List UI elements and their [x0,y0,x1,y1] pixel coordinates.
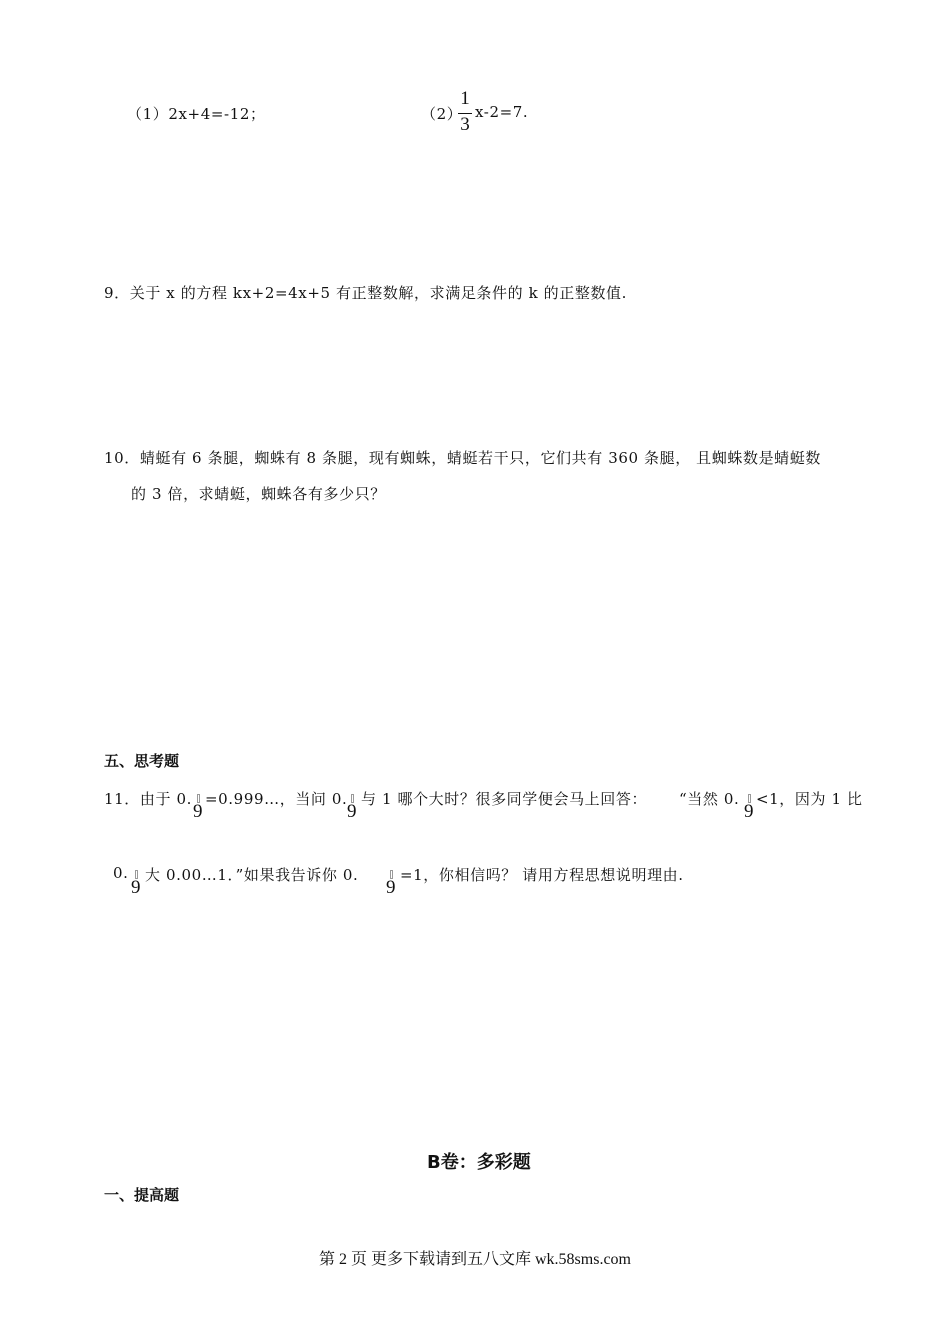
q8-part2-equation: x-2=7. [475,103,529,121]
repeating-digit: 9 [131,877,141,898]
q11-text: “当然 0. [679,790,740,808]
question-10-line1: 10．蜻蜓有 6 条腿，蜘蛛有 8 条腿，现有蜘蛛，蜻蜓若干只，它们共有 360 条腿， 且蜘蛛数是蜻蜓数 [104,449,821,467]
section-heading-thinking: 五、思考题 [104,752,180,770]
question-9: 9．关于 x 的方程 kx+2=4x+5 有正整数解，求满足条件的 k 的正整数值. [104,284,628,302]
fraction-denominator: 3 [460,114,470,135]
q11-text: =0.999…，当问 0. [205,790,348,808]
q11-text: 0. [113,864,129,882]
q8-part2-prefix: （2） [421,105,463,123]
part-b-title: B卷：多彩题 [427,1152,531,1173]
fraction-numerator: 1 [460,88,470,109]
repeating-digit: 9 [386,877,396,898]
q11-text: <1，因为 1 比 [756,790,863,808]
q11-text: 大 0.00…1．”如果我告诉你 0. [145,866,359,884]
q8-part1: （1）2x+4=-12； [127,105,266,123]
page-footer: 第 2 页 更多下载请到五八文库 wk.58sms.com [318,1251,631,1268]
q11-text: =1，你相信吗？ 请用方程思想说明理由. [400,866,684,884]
repeating-digit: 9 [347,801,357,822]
section-heading-advanced: 一、提高题 [104,1186,180,1204]
q11-text: 11．由于 0. [104,790,192,808]
repeating-digit: 9 [193,801,203,822]
question-10-line2: 的 3 倍，求蜻蜓，蜘蛛各有多少只？ [131,485,386,503]
repeating-digit: 9 [744,801,754,822]
q11-text: 与 1 哪个大时？很多同学便会马上回答： [361,790,648,808]
